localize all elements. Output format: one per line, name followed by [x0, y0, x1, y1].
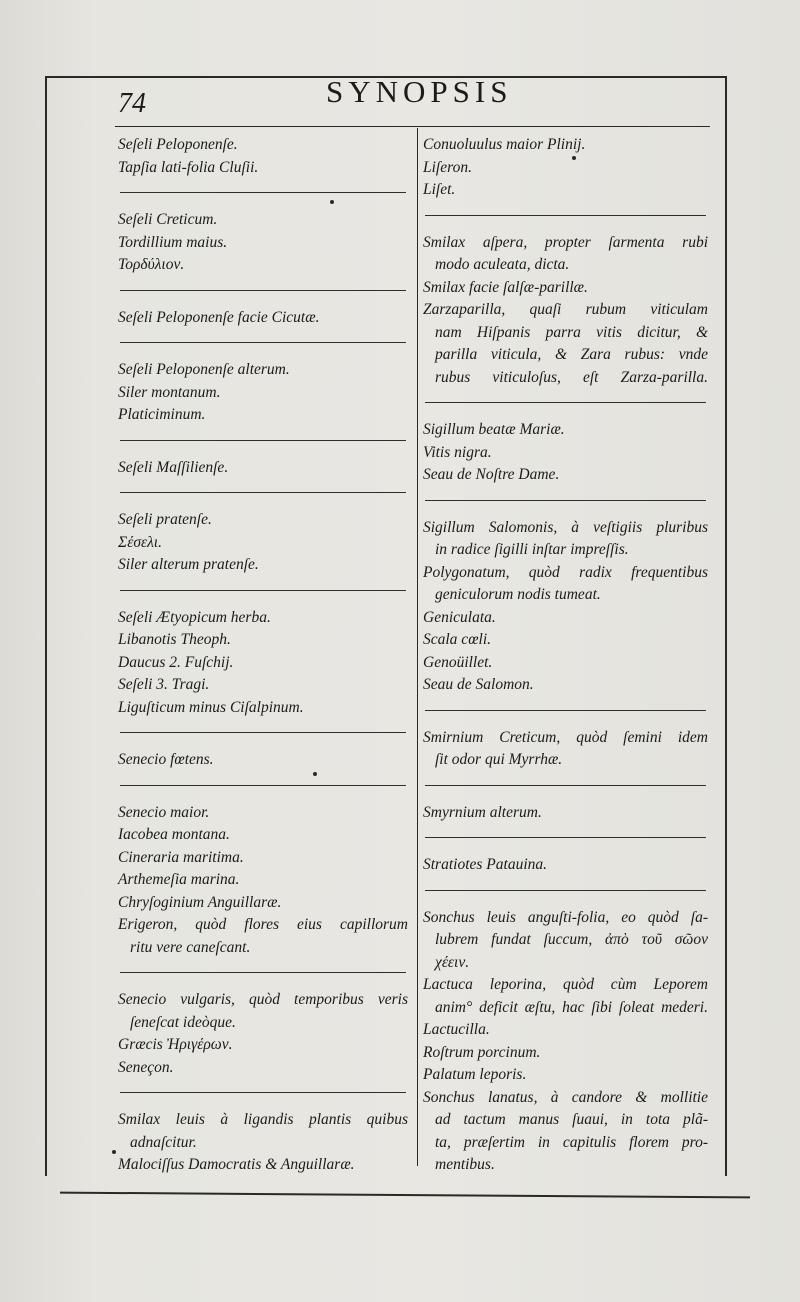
entry-separator-rule: [120, 785, 406, 786]
entry-block: [118, 802, 408, 960]
entry-separator-rule: [120, 290, 406, 291]
entry-block: [118, 607, 408, 720]
entry-line: Siler alterum pratenſe.: [118, 556, 259, 573]
entry-line: Smirnium Creticum, quòd ſemini idem: [423, 728, 708, 746]
entry-line: Arthemeſia marina.: [118, 871, 240, 888]
running-head: SYNOPSIS: [326, 74, 513, 109]
entry-line: Roſtrum porcinum.: [423, 1043, 541, 1061]
entry-separator-rule: [425, 710, 706, 711]
entry-separator-rule: [425, 500, 706, 501]
entry-line: Τορδύλιον.: [118, 256, 185, 273]
entry-separator-rule: [120, 342, 406, 343]
right-column: [423, 134, 708, 1177]
entry-line: Tordillium maius.: [118, 233, 228, 251]
entry-separator-rule: [425, 215, 706, 216]
entry-line: Chryſoginium Anguillaræ.: [118, 893, 282, 911]
entry-block: [118, 989, 408, 1079]
entry-line: rubus viticuloſus, eſt Zarza-parilla.: [435, 368, 708, 386]
entry-block: [423, 727, 708, 772]
entry-line: Liguſticum minus Ciſalpinum.: [118, 698, 304, 716]
entry-line: Palatum leporis.: [423, 1066, 527, 1083]
entry-line: Sigillum beatæ Mariæ.: [423, 421, 565, 438]
entry-block: [423, 134, 708, 202]
entry-block: [118, 359, 408, 427]
entry-line: Genoüillet.: [423, 653, 493, 671]
entry-line: Smyrnium alterum.: [423, 803, 542, 821]
entry-block: [118, 457, 408, 480]
entry-block: [423, 907, 708, 1177]
entry-line: Tapſia lati-folia Cluſii.: [118, 158, 259, 176]
page-number: 74: [118, 88, 146, 119]
entry-block: [118, 749, 408, 772]
entry-line: Cineraria maritima.: [118, 848, 244, 866]
entry-separator-rule: [120, 1092, 406, 1093]
header-rule: [115, 126, 710, 127]
entry-separator-rule: [120, 972, 406, 973]
entry-line: Sigillum Salomonis, à veſtigiis pluribus: [423, 518, 708, 536]
entry-block: [118, 509, 408, 577]
entry-line: Stratiotes Patauina.: [423, 856, 547, 873]
entry-block: [118, 1109, 408, 1177]
entry-line: Smilax aſpera, propter ſarmenta rubi: [423, 233, 708, 251]
entry-line: Conuoluulus maior Plinij.: [423, 136, 586, 153]
entry-line: ſeneſcat ideòque.: [130, 1013, 236, 1031]
entry-separator-rule: [425, 785, 706, 786]
entry-separator-rule: [120, 192, 406, 193]
entry-line: ad tactum manus ſuaui, in tota plã-: [435, 1111, 708, 1128]
entry-line: Lactuca leporina, quòd cùm Leporem: [423, 976, 708, 993]
entry-line: Erigeron, quòd flores eius capillorum: [118, 916, 408, 933]
ink-speck: [572, 156, 576, 160]
frame-left-rule: [45, 76, 47, 1176]
entry-line: Platiciminum.: [118, 406, 206, 423]
entry-line: Liſet.: [423, 181, 456, 198]
entry-line: Seſeli Peloponenſe.: [118, 136, 238, 153]
entry-line: Siler montanum.: [118, 383, 221, 401]
entry-line: Polygonatum, quòd radix frequentibus: [423, 563, 708, 581]
entry-line: Senecio fœtens.: [118, 751, 214, 768]
entry-line: Malociſſus Damocratis & Anguillaræ.: [118, 1156, 355, 1173]
entry-line: Seſeli Peloponenſe alterum.: [118, 361, 290, 378]
entry-line: Seneçon.: [118, 1058, 174, 1076]
entry-line: Smilax leuis à ligandis plantis quibus: [118, 1111, 408, 1128]
entry-block: [118, 307, 408, 330]
entry-line: Seſeli Ætyopicum herba.: [118, 608, 271, 626]
entry-separator-rule: [120, 440, 406, 441]
entry-line: Senecio vulgaris, quòd temporibus veris: [118, 991, 408, 1008]
entry-line: Zarzaparilla, quaſi rubum viticulam: [423, 301, 708, 318]
entry-line: Daucus 2. Fuſchij.: [118, 653, 234, 671]
entry-line: ſit odor qui Myrrhæ.: [435, 751, 563, 768]
entry-line: ritu vere caneſcant.: [130, 938, 251, 956]
column-divider: [417, 128, 418, 1166]
ink-speck: [330, 200, 334, 204]
entry-line: Græcis Ἠριγέρων.: [118, 1036, 233, 1053]
entry-line: nam Hiſpanis parra vitis dicitur, &: [435, 323, 708, 341]
entry-separator-rule: [425, 890, 706, 891]
entry-line: Vitis nigra.: [423, 443, 492, 461]
entry-line: anim° deficit æſtu, hac ſibi ſoleat mederi.: [435, 998, 708, 1016]
entry-line: Seſeli Creticum.: [118, 211, 218, 228]
entry-separator-rule: [120, 492, 406, 493]
entry-line: Iacobea montana.: [118, 826, 230, 843]
entry-block: [423, 854, 708, 877]
entry-block: [118, 134, 408, 179]
entry-separator-rule: [120, 590, 406, 591]
entry-line: Seſeli Maſſilienſe.: [118, 458, 229, 476]
entry-separator-rule: [425, 402, 706, 403]
entry-line: Seſeli Peloponenſe facie Cicutæ.: [118, 308, 320, 326]
entry-line: Liſeron.: [423, 158, 472, 176]
entry-line: parilla viticula, & Zara rubus: vnde: [435, 346, 708, 363]
entry-line: modo aculeata, dicta.: [435, 256, 570, 273]
entry-block: [423, 517, 708, 697]
entry-line: in radice ſigilli inſtar impreſſis.: [435, 541, 629, 558]
frame-right-rule: [725, 76, 727, 1176]
entry-block: [423, 802, 708, 825]
entry-block: [118, 209, 408, 277]
entry-line: Sonchus leuis anguſti-folia, eo quòd ſa-: [423, 908, 708, 926]
entry-separator-rule: [425, 837, 706, 838]
entry-line: geniculorum nodis tumeat.: [435, 586, 601, 603]
entry-line: Sonchus lanatus, à candore & mollitie: [423, 1088, 708, 1106]
entry-line: Senecio maior.: [118, 803, 210, 821]
entry-block: [423, 232, 708, 390]
entry-line: Seſeli pratenſe.: [118, 511, 212, 528]
entry-line: mentibus.: [435, 1156, 495, 1173]
entry-line: lubrem fundat ſuccum, ἀπὸ τοῦ σῶον: [435, 931, 708, 948]
entry-line: Smilax facie ſalſæ-parillæ.: [423, 278, 588, 296]
entry-line: χέειν.: [435, 953, 470, 971]
entry-line: Σέσελι.: [118, 533, 162, 551]
entry-line: Seau de Noſtre Dame.: [423, 466, 560, 483]
frame-bottom-rule: [60, 1192, 750, 1199]
entry-line: adnaſcitur.: [130, 1133, 197, 1151]
entry-line: ta, præſertim in capitulis florem pro-: [435, 1133, 708, 1151]
entry-line: Seſeli 3. Tragi.: [118, 676, 210, 693]
entry-block: [423, 419, 708, 487]
ink-speck: [313, 772, 317, 776]
entry-line: Lactucilla.: [423, 1021, 490, 1038]
entry-separator-rule: [120, 732, 406, 733]
ink-speck: [112, 1150, 116, 1154]
entry-line: Seau de Salomon.: [423, 676, 534, 693]
left-column: [118, 134, 408, 1177]
entry-line: Scala cœli.: [423, 631, 492, 648]
entry-line: Geniculata.: [423, 608, 496, 626]
entry-line: Libanotis Theoph.: [118, 631, 231, 648]
